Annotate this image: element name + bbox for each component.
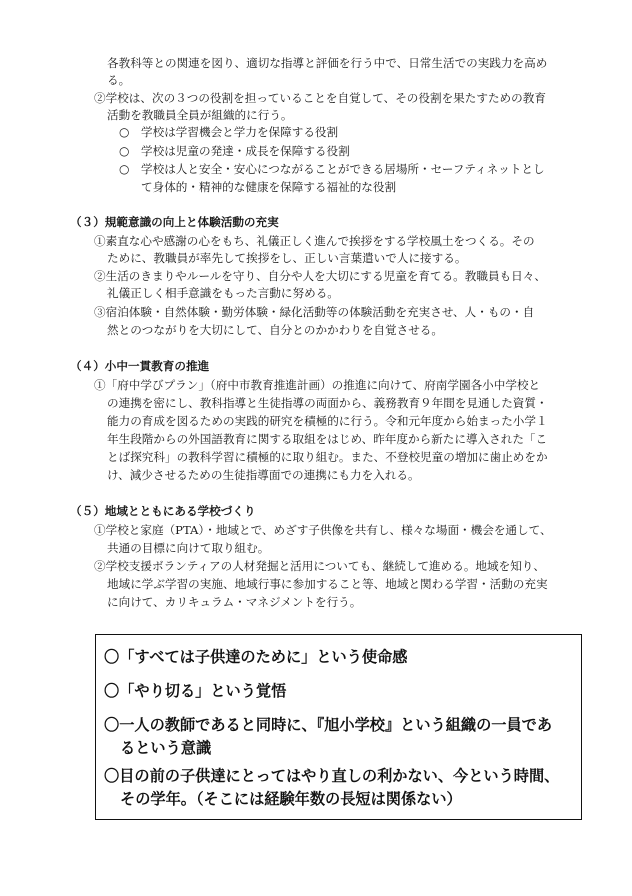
paragraph-line: 活動を教職員全員が組織的に行う。 [107, 108, 293, 122]
paragraph-line: とば探究科」の教科学習に積極的に取り組む。また、不登校児童の増加に歯止めをか [107, 450, 548, 464]
paragraph-line: ために、教職員が率先して挨拶をし、正しい言葉遣いで人に接する。 [107, 251, 467, 265]
bullet-circle-icon: ○ [119, 162, 130, 176]
section-heading: （３）規範意識の向上と体験活動の充実 [70, 215, 279, 229]
paragraph-line: ②生活のきまりやルールを守り、自分や人を大切にする児童を育てる。教職員も日々、 [94, 269, 546, 283]
motto-line: るという意識 [120, 739, 212, 757]
bullet-item: 学校は学習機会と学力を保障する役割 [141, 125, 339, 139]
paragraph-line: ①学校と家庭（PTA）・地域とで、めざす子供像を共有し、様々な場面・機会を通して、 [94, 523, 552, 537]
motto-line: その学年。（そこには経験年数の長短は関係ない） [120, 790, 462, 808]
section-heading: （４）小中一貫教育の推進 [70, 359, 210, 373]
motto-box [95, 634, 582, 820]
bullet-circle-icon: ○ [119, 125, 130, 139]
motto-line: 〇一人の教師であると同時に、『旭小学校』という組織の一員であ [104, 716, 553, 734]
bullet-circle-icon: ○ [119, 144, 130, 158]
bullet-item: 学校は児童の発達・成長を保障する役割 [141, 144, 350, 158]
motto-line: 〇目の前の子供達にとってはやり直しの利かない、今という時間、 [104, 767, 560, 785]
section-heading: （５）地域とともにある学校づくり [70, 504, 256, 518]
paragraph-line: 礼儀正しく相手意識をもった言動に努める。 [107, 286, 339, 300]
paragraph-line: ①「府中学びプラン」（府中市教育推進計画）の推進に向けて、府南学園各小中学校と [94, 378, 541, 392]
paragraph-line: け、減少させるための生徒指導面での連携にも力を入れる。 [107, 468, 420, 482]
paragraph-line: ③宿泊体験・自然体験・勤労体験・緑化活動等の体験活動を充実させ、人・もの・自 [94, 305, 535, 319]
paragraph-line: に向けて、カリキュラム・マネジメントを行う。 [107, 595, 362, 609]
paragraph-line: の連携を密にし、教科指導と生徒指導の両面から、義務教育９年間を見通した資質・ [107, 396, 548, 410]
paragraph-line: 能力の育成を図るための実践的研究を積極的に行う。令和元年度から始まった小学１ [107, 414, 548, 428]
paragraph-line: 然とのつながりを大切にして、自分とのかかわりを自覚させる。 [107, 323, 443, 337]
paragraph-line: 各教科等との関連を図り、適切な指導と評価を行う中で、日常生活での実践力を高め [107, 56, 548, 70]
paragraph-line: ②学校は、次の３つの役割を担っていることを自覚して、その役割を果たすための教育 [94, 91, 546, 105]
motto-line: 〇「すべては子供達のために」という使命感 [104, 648, 408, 666]
paragraph-line: る。 [107, 73, 131, 87]
paragraph-line: 地域に学ぶ学習の実施、地域行事に参加すること等、地域と関わる学習・活動の充実 [107, 577, 548, 591]
motto-line: 〇「やり切る」という覚悟 [104, 682, 287, 700]
bullet-item-continued: て身体的・精神的な健康を保障する福祉的な役割 [141, 180, 397, 194]
paragraph-line: 年生段階からの外国語教育に関する取組をはじめ、昨年度から新たに導入された「こ [107, 432, 548, 446]
paragraph-line: 共通の目標に向けて取り組む。 [107, 541, 270, 555]
paragraph-line: ①素直な心や感謝の心をもち、礼儀正しく進んで挨拶をする学校風土をつくる。その [94, 234, 535, 248]
bullet-item: 学校は人と安全・安心につながることができる居場所・セーフティネットとし [141, 162, 545, 176]
paragraph-line: ②学校支援ボランティアの人材発掘と活用についても、継続して進める。地域を知り、 [94, 559, 545, 573]
